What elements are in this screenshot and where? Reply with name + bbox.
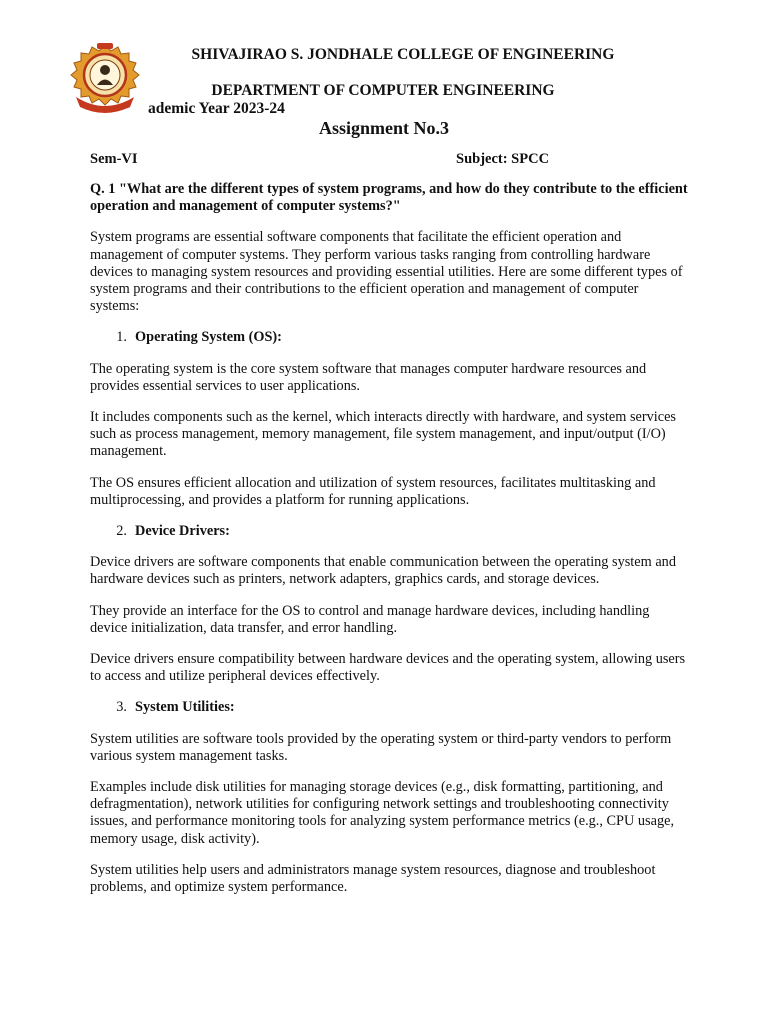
section-heading: [90, 329, 690, 346]
intro-paragraph: System programs are essential software components that facilitate the efficient operation and management of computer systems. They perform various tasks ranging from controlling hardware devices to managing system resources and providing essential utilities. Here are some different types of system programs and their contributions to the efficient operation and management of computer systems:: [90, 229, 683, 315]
section-title: System Utilities:: [135, 699, 235, 716]
body-paragraph: The OS ensures efficient allocation and utilization of system resources, facilitates multitasking and multiprocessing, and provides a platform for running applications.: [90, 474, 656, 508]
body-paragraph: Examples include disk utilities for managing storage devices (e.g., disk formatting, partitioning, and defragmentation), network utilities for configuring network settings and troubleshooting connectivity issues, and performance monitoring tools for analyzing system performance metrics (e.g., CPU usage, memory usage, disk activity).: [90, 779, 675, 847]
body-paragraph: They provide an interface for the OS to control and manage hardware devices, including handling device initialization, data transfer, and error handling.: [90, 602, 650, 636]
section-number: 3.: [116, 699, 127, 716]
question-text: Q. 1 "What are the different types of system programs, and how do they contribute to the efficient operation and management of computer systems?": [90, 181, 688, 215]
body-paragraph: System utilities help users and administrators manage system resources, diagnose and troubleshoot problems, and optimize system performance.: [90, 861, 656, 896]
semester-label: Sem-VI: [90, 151, 138, 167]
page-title: Assignment No.3: [318, 118, 449, 138]
body-paragraph: It includes components such as the kernel, which interacts directly with hardware, and system services such as process management, memory management, file system management, and input/output (I/O) management.: [90, 409, 676, 460]
section-number: 2.: [116, 523, 127, 540]
section-number: 1.: [116, 329, 127, 346]
section-heading: [90, 699, 690, 716]
subject-label: Subject: SPCC: [456, 151, 550, 167]
body-paragraph: Device drivers are software components that enable communication between the operating system and hardware devices such as printers, network adapters, graphics cards, and storage devices.: [90, 554, 676, 588]
body-paragraph: System utilities are software tools provided by the operating system or third-party vendors to perform various system management tasks.: [90, 730, 672, 764]
section-heading: [90, 523, 690, 540]
document-body: [90, 181, 690, 910]
section-title: Operating System (OS):: [135, 329, 282, 346]
college-name: SHIVAJIRAO S. JONDHALE COLLEGE OF ENGINEERING: [191, 46, 615, 63]
section-title: Device Drivers:: [135, 523, 230, 540]
academic-year: ademic Year 2023-24: [148, 100, 285, 117]
body-paragraph: Device drivers ensure compatibility between hardware devices and the operating system, allowing users to access and utilize peripheral devices effectively.: [90, 651, 686, 685]
department-name: DEPARTMENT OF COMPUTER ENGINEERING: [211, 82, 555, 99]
body-paragraph: The operating system is the core system software that manages computer hardware resources and provides essential services to user applications.: [90, 360, 647, 394]
